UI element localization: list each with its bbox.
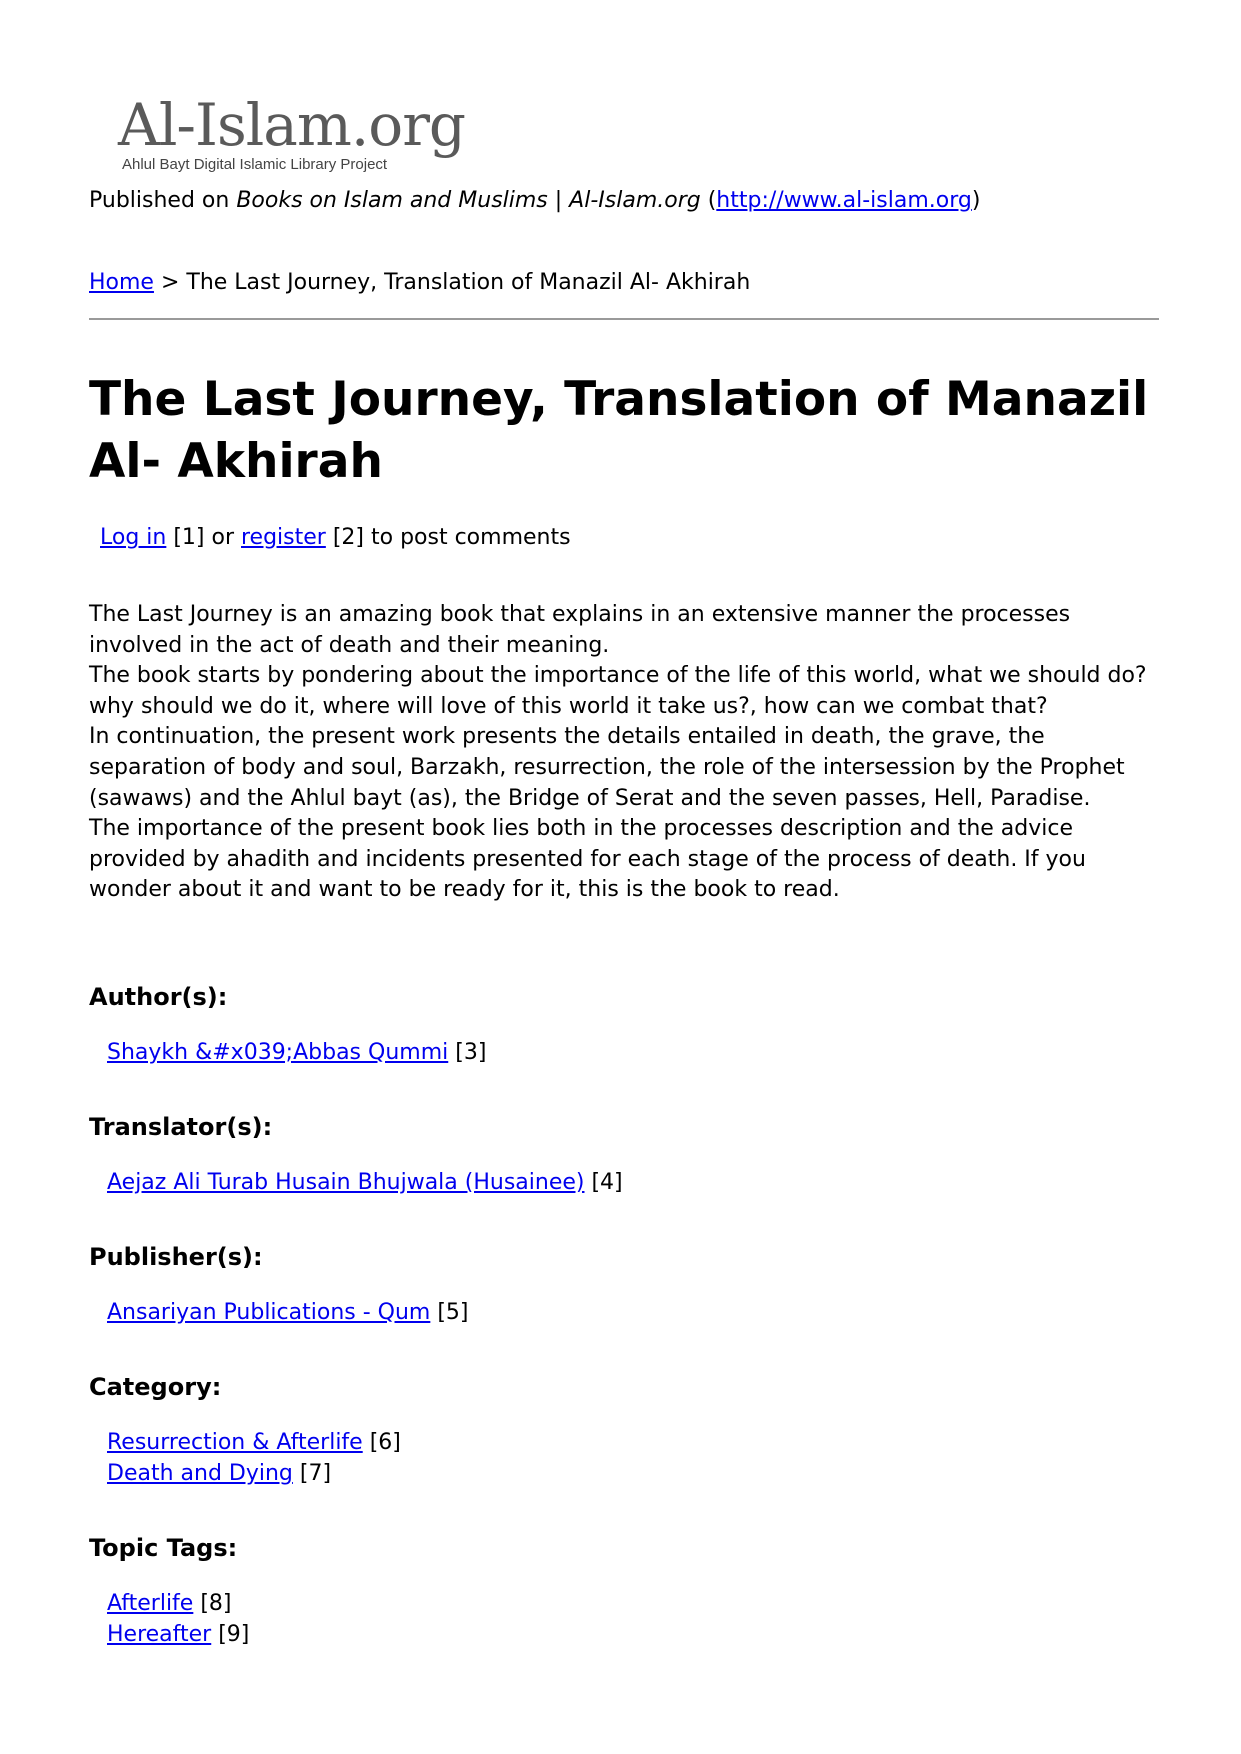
breadcrumb-current: The Last Journey, Translation of Manazil Al- Akhirah xyxy=(186,270,751,295)
breadcrumb-separator: > xyxy=(153,270,187,295)
translators-list xyxy=(107,1167,623,1198)
tags-heading: Topic Tags: xyxy=(89,1534,238,1562)
description-paragraph-3: In continuation, the present work presents the details entailed in death, the grave, the separation of body and soul, Barzakh, resurrection, the role of the intersession by the Prophet (sawaws) and the Ahlul bayt (as), the Bridge of Serat and the seven passes, Hell, Paradise. xyxy=(89,724,1125,811)
authors-heading: Author(s): xyxy=(89,983,228,1011)
site-name: Books on Islam and Muslims | Al-Islam.org xyxy=(236,188,701,213)
publisher-link[interactable]: Ansariyan Publications - Qum xyxy=(107,1300,431,1325)
list-item xyxy=(107,1297,469,1328)
category-ref: [7] xyxy=(292,1461,332,1486)
tag-link[interactable]: Hereafter xyxy=(107,1622,212,1647)
published-close-paren: ) xyxy=(971,188,981,213)
login-link[interactable]: Log in xyxy=(100,525,167,550)
comment-login-line xyxy=(100,524,571,552)
category-link[interactable]: Death and Dying xyxy=(107,1461,293,1486)
tags-list xyxy=(107,1588,249,1650)
category-section xyxy=(89,1372,1159,1486)
register-link[interactable]: register xyxy=(241,525,326,550)
list-item xyxy=(107,1619,249,1650)
login-ref: [1] or xyxy=(166,525,241,550)
category-heading: Category: xyxy=(89,1373,222,1401)
translators-section xyxy=(89,1112,1159,1195)
description-paragraph-2: The book starts by pondering about the importance of the life of this world, what we should do? why should we do it, where will love of this world it take us?, how can we combat that? xyxy=(89,663,1147,719)
register-ref: [2] to post comments xyxy=(325,525,571,550)
publishers-section xyxy=(89,1242,1159,1325)
list-item xyxy=(107,1167,623,1198)
tag-link[interactable]: Afterlife xyxy=(107,1591,194,1616)
breadcrumb xyxy=(89,269,750,297)
author-link[interactable]: Shaykh &#x039;Abbas Qummi xyxy=(107,1040,449,1065)
header-divider xyxy=(89,318,1159,320)
author-ref: [3] xyxy=(448,1040,487,1065)
breadcrumb-home-link[interactable]: Home xyxy=(89,270,154,295)
translator-link[interactable]: Aejaz Ali Turab Husain Bhujwala (Husainee) xyxy=(107,1170,585,1195)
site-url-link[interactable]: http://www.al-islam.org xyxy=(716,188,972,213)
tags-section xyxy=(89,1533,1159,1647)
publishers-list xyxy=(107,1297,469,1328)
published-line xyxy=(89,187,980,215)
publishers-heading: Publisher(s): xyxy=(89,1243,263,1271)
list-item xyxy=(107,1588,249,1619)
site-logo[interactable] xyxy=(118,92,478,180)
logo-wordmark: Al-Islam.org xyxy=(118,91,466,159)
list-item xyxy=(107,1427,401,1458)
category-link[interactable]: Resurrection & Afterlife xyxy=(107,1430,363,1455)
tag-ref: [9] xyxy=(211,1622,250,1647)
logo-tagline: Ahlul Bayt Digital Islamic Library Project xyxy=(122,156,388,173)
page-title: The Last Journey, Translation of Manazil Al- Akhirah xyxy=(89,372,1149,489)
description-paragraph-4: The importance of the present book lies both in the processes description and the advice provided by ahadith and incidents presented for each stage of the process of death. If you wonder about it and want to be ready for it, this is the book to read. xyxy=(89,816,1086,903)
category-ref: [6] xyxy=(362,1430,401,1455)
published-open-paren: ( xyxy=(700,188,717,213)
translator-ref: [4] xyxy=(584,1170,623,1195)
book-description xyxy=(89,600,1164,906)
list-item xyxy=(107,1458,401,1489)
translators-heading: Translator(s): xyxy=(89,1113,273,1141)
authors-list xyxy=(107,1037,486,1068)
authors-section xyxy=(89,982,1159,1065)
published-prefix: Published on xyxy=(89,188,237,213)
description-paragraph-1: The Last Journey is an amazing book that explains in an extensive manner the processes involved in the act of death and their meaning. xyxy=(89,602,1071,658)
category-list xyxy=(107,1427,401,1489)
tag-ref: [8] xyxy=(193,1591,232,1616)
list-item xyxy=(107,1037,486,1068)
publisher-ref: [5] xyxy=(430,1300,469,1325)
